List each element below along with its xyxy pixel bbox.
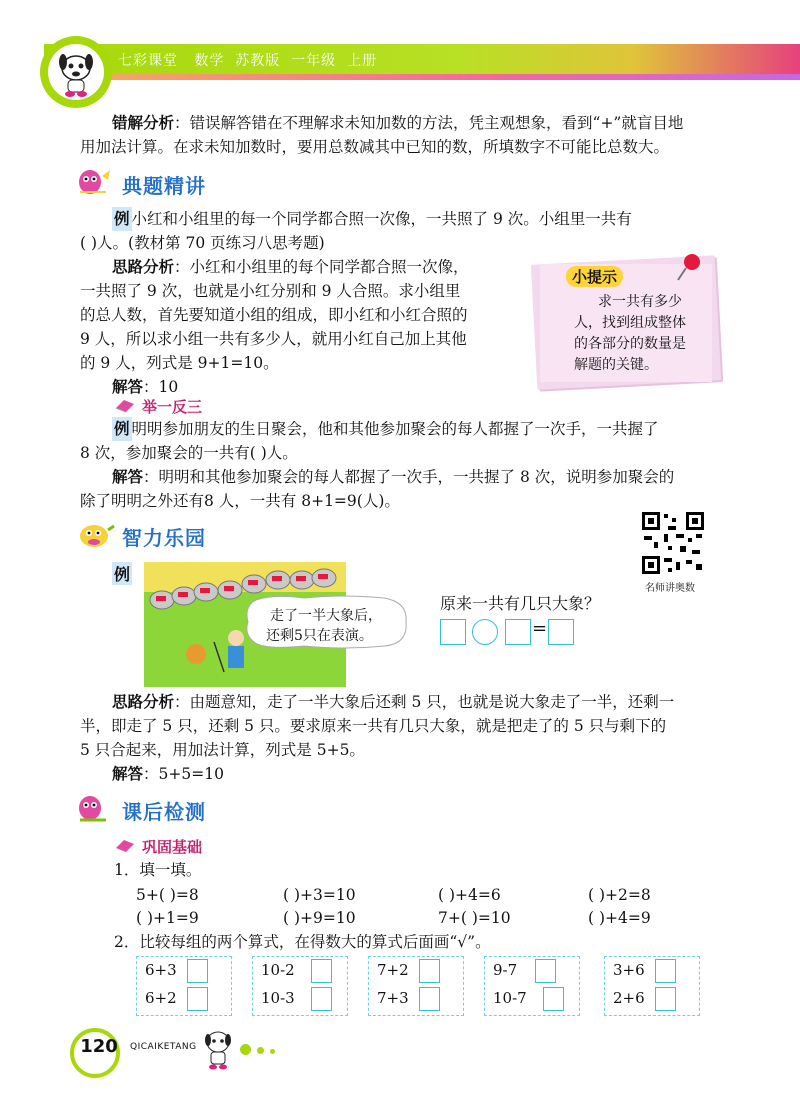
compare-group-5: 3+6 2+6: [604, 956, 700, 1016]
check-box[interactable]: [419, 987, 440, 1011]
check-box[interactable]: [187, 959, 208, 983]
question-1: 1．填一填。: [114, 861, 202, 879]
question-2: 2．比较每组的两个算式，在得数大的算式后面画“√”。: [114, 933, 491, 951]
fill-2-4[interactable]: ( )+4=9: [588, 909, 651, 927]
analysis-label: 思路分析: [112, 258, 175, 276]
compare-group-2: 10-2 10-3: [252, 956, 348, 1016]
eraser-icon: [114, 838, 136, 854]
check-box[interactable]: [655, 959, 676, 983]
example-line2: ( )人。(教材第 70 页练习八思考题): [80, 234, 325, 252]
analysis-line4: 9 人，所以求小组一共有多少人，就用小红自己加上其他: [80, 330, 467, 348]
compare-group-1: 6+3 6+2: [136, 956, 232, 1016]
answer-box-1[interactable]: [440, 619, 466, 645]
bee-mascot-icon: [76, 166, 112, 196]
example-line1: 例 小红和小组里的每一个同学都合照一次像，一共照了 9 次。小组里一共有: [112, 207, 632, 231]
series-name: 七彩课堂: [118, 53, 178, 69]
compare-group-4: 9-7 10-7: [484, 956, 580, 1016]
puzzle-analysis-line2: 半，即走了 5 只，还剩 5 只。要求原来一共有几只大象，就是把走了的 5 只与剩下的: [80, 717, 667, 735]
practice-answer-line2: 除了明明之外还有8 人，一共有 8+1=9(人)。: [80, 492, 400, 510]
check-box[interactable]: [419, 959, 440, 983]
footer-dot: [270, 1049, 275, 1054]
footer-dot: [240, 1044, 251, 1055]
fill-2-2[interactable]: ( )+9=10: [283, 909, 356, 927]
fill-1-3[interactable]: ( )+4=6: [438, 886, 501, 904]
equals-sign: =: [532, 618, 548, 639]
check-box[interactable]: [655, 987, 676, 1011]
edition-name: 苏教版: [235, 53, 281, 69]
check-box[interactable]: [535, 959, 556, 983]
dalmatian-mascot-icon: [48, 44, 104, 100]
subject-name: 数学: [194, 53, 225, 69]
speech-bubble-text: 走了一半大象后， 还剩5只在表演。: [266, 608, 382, 644]
answer-box-3[interactable]: [548, 619, 574, 645]
puzzle-example-tag: 例: [112, 562, 132, 585]
section-title-test: 课后检测: [122, 800, 206, 824]
page-number: 120: [80, 1036, 118, 1057]
puzzle-analysis-line3: 5 只合起来，用加法计算，列式是 5+5。: [80, 741, 365, 759]
bee-mascot-icon: [76, 792, 112, 824]
answer-box-2[interactable]: [505, 619, 531, 645]
compare-group-3: 7+2 7+3: [368, 956, 464, 1016]
error-analysis-label: 错解分析: [112, 114, 175, 132]
eraser-icon: [114, 398, 136, 414]
analysis-line2: 一共照了 9 次，也就是小红分别和 9 人合照。求小组里: [80, 282, 461, 300]
analysis-line1: 思路分析：小红和小组里的每个同学都合照一次像，: [112, 258, 469, 276]
grade-name: 一年级: [291, 53, 337, 69]
tip-title: 小提示: [566, 266, 623, 287]
dalmatian-mascot-icon: [200, 1028, 236, 1070]
qr-code-icon[interactable]: [640, 510, 706, 576]
cow-mascot-icon: [76, 520, 116, 550]
fill-2-3[interactable]: 7+( )=10: [438, 909, 511, 927]
header-title: [118, 50, 377, 70]
answer-line: 解答：10: [112, 378, 179, 396]
header-logo: [48, 44, 104, 100]
error-analysis-line1: 错解分析：错误解答错在不理解求未知加数的方法，凭主观想象，看到“+”就盲目地: [112, 114, 684, 132]
fill-2-1[interactable]: ( )+1=9: [136, 909, 199, 927]
fill-1-1[interactable]: 5+( )=8: [136, 886, 199, 904]
header-stripe: [44, 74, 800, 80]
puzzle-answer-line: 解答：5+5=10: [112, 765, 224, 783]
error-analysis-line2: 用加法计算。在求未知加数时，要用总数减其中已知的数，所填数字不可能比总数大。: [80, 138, 670, 156]
check-box[interactable]: [311, 987, 332, 1011]
basics-subtitle: 巩固基础: [142, 838, 203, 856]
practice-tag: 例: [112, 417, 132, 441]
example-tag: 例: [112, 207, 132, 231]
check-box[interactable]: [543, 987, 564, 1011]
pushpin-icon: [672, 250, 706, 284]
practice-line1: 例 明明参加朋友的生日聚会，他和其他参加聚会的每人都握了一次手，一共握了: [112, 417, 659, 441]
check-box[interactable]: [311, 959, 332, 983]
fill-1-4[interactable]: ( )+2=8: [588, 886, 651, 904]
footer-brand: QICAIKETANG: [130, 1042, 197, 1052]
qr-caption: 名师讲奥数: [645, 583, 695, 594]
practice-line2: 8 次，参加聚会的一共有( )人。: [80, 444, 298, 462]
footer-dot: [257, 1047, 264, 1054]
practice-answer-line1: 解答：明明和其他参加聚会的每人都握了一次手，一共握了 8 次，说明参加聚会的: [112, 468, 675, 486]
puzzle-analysis-line1: 思路分析：由题意知，走了一半大象后还剩 5 只，也就是说大象走了一半，还剩一: [112, 693, 675, 711]
section-title-puzzle: 智力乐园: [122, 526, 206, 550]
analysis-line3: 的总人数，首先要知道小组的组成，即小红和小红合照的: [80, 306, 468, 324]
puzzle-question: 原来一共有几只大象？: [440, 594, 601, 613]
analysis-line5: 的 9 人，列式是 9+1=10。: [80, 354, 279, 372]
practice-title: 举一反三: [142, 398, 203, 416]
check-box[interactable]: [187, 987, 208, 1011]
answer-label: 解答: [112, 378, 144, 396]
operator-circle[interactable]: [472, 619, 498, 645]
section-title-typical: 典题精讲: [122, 174, 206, 198]
volume-name: 上册: [347, 53, 378, 69]
fill-1-2[interactable]: ( )+3=10: [283, 886, 356, 904]
tip-body: 求一共有多少 人，找到组成整体 的各部分的数量是 解题的关键。: [574, 294, 686, 373]
